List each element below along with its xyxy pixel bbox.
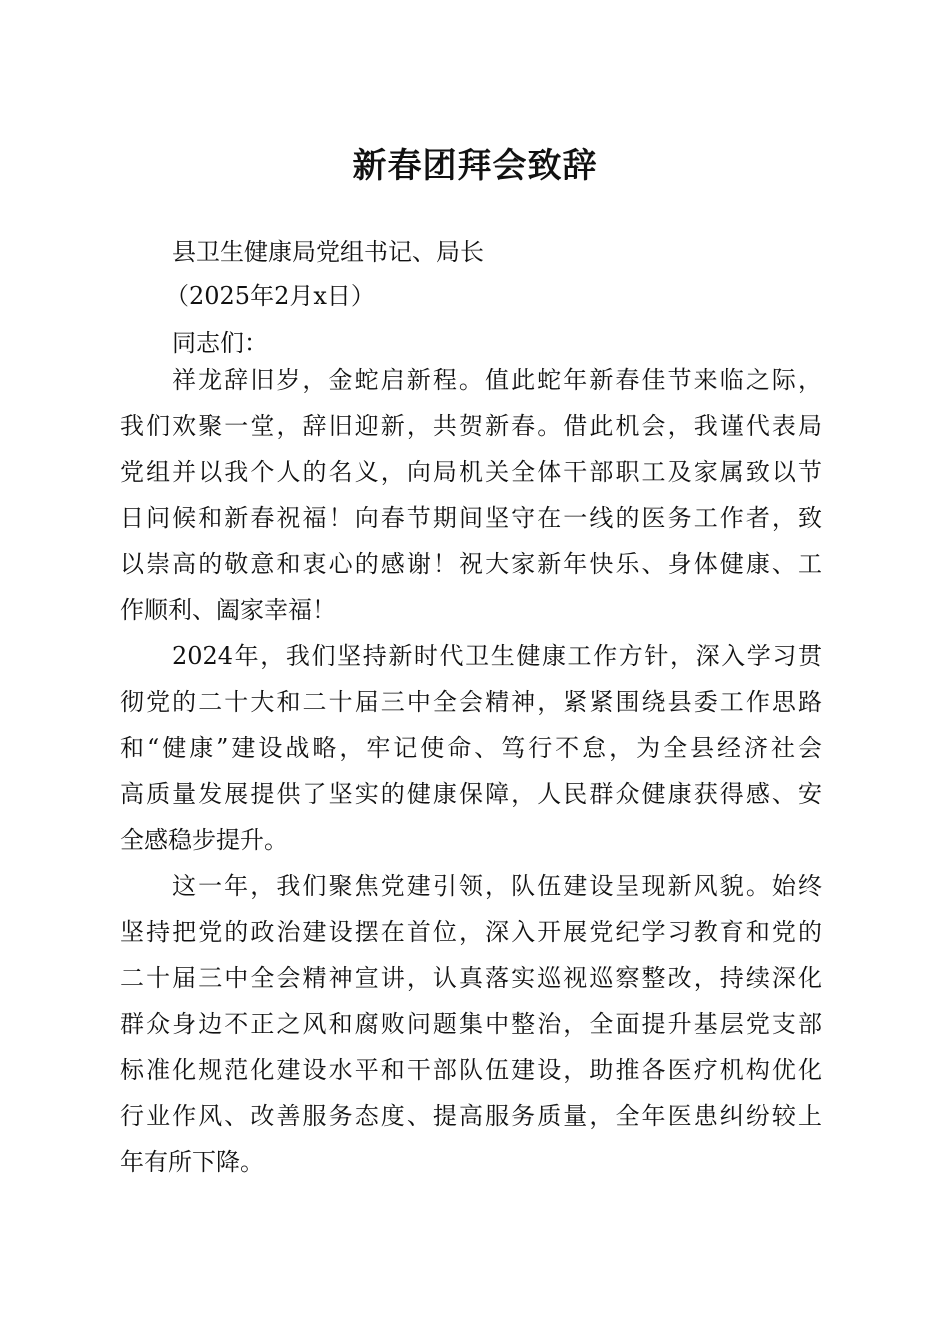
date-line: （2025年2月x日） bbox=[165, 282, 375, 310]
paragraph-3-line: 二十届三中全会精神宣讲，认真落实巡视巡察整改，持续深化 bbox=[120, 964, 822, 992]
paragraph-3-line: 行业作风、改善服务态度、提高服务质量，全年医患纠纷较上 bbox=[120, 1102, 822, 1130]
paragraph-3-line: 年有所下降。 bbox=[120, 1148, 264, 1176]
paragraph-3-line: 这一年，我们聚焦党建引领，队伍建设呈现新风貌。始终 bbox=[172, 872, 822, 900]
paragraph-2-line: 彻党的二十大和二十届三中全会精神，紧紧围绕县委工作思路 bbox=[120, 688, 822, 716]
paragraph-2-line: 全感稳步提升。 bbox=[120, 826, 288, 854]
paragraph-1-line: 祥龙辞旧岁，金蛇启新程。值此蛇年新春佳节来临之际， bbox=[172, 366, 822, 394]
paragraph-3-line: 坚持把党的政治建设摆在首位，深入开展党纪学习教育和党的 bbox=[120, 918, 822, 946]
document-title: 新春团拜会致辞 bbox=[352, 146, 598, 186]
paragraph-1-line: 党组并以我个人的名义，向局机关全体干部职工及家属致以节 bbox=[120, 458, 822, 486]
salutation: 同志们： bbox=[172, 329, 268, 357]
paragraph-1-line: 以崇高的敬意和衷心的感谢！祝大家新年快乐、身体健康、工 bbox=[120, 550, 822, 578]
paragraph-3-line: 标准化规范化建设水平和干部队伍建设，助推各医疗机构优化 bbox=[120, 1056, 822, 1084]
author-line: 县卫生健康局党组书记、局长 bbox=[172, 238, 484, 266]
paragraph-1-line: 作顺利、阖家幸福！ bbox=[120, 596, 336, 624]
paragraph-2-line: 2024年，我们坚持新时代卫生健康工作方针，深入学习贯 bbox=[172, 642, 822, 670]
paragraph-2-line: 高质量发展提供了坚实的健康保障，人民群众健康获得感、安 bbox=[120, 780, 822, 808]
paragraph-1-line: 日问候和新春祝福！向春节期间坚守在一线的医务工作者，致 bbox=[120, 504, 822, 532]
paragraph-2-line: 和“健康”建设战略，牢记使命、笃行不怠，为全县经济社会 bbox=[120, 734, 822, 762]
paragraph-3-line: 群众身边不正之风和腐败问题集中整治，全面提升基层党支部 bbox=[120, 1010, 822, 1038]
paragraph-1-line: 我们欢聚一堂，辞旧迎新，共贺新春。借此机会，我谨代表局 bbox=[120, 412, 822, 440]
